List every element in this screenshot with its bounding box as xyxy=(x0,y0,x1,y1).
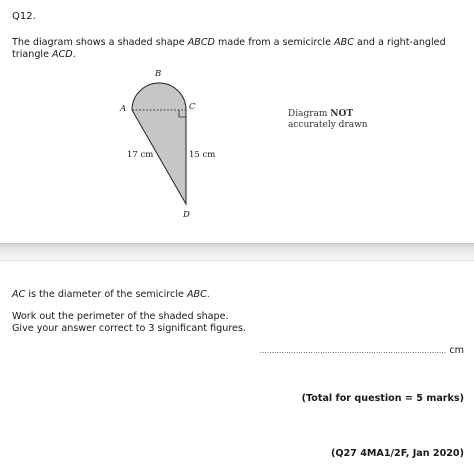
note-not: NOT xyxy=(330,109,354,119)
diameter-text: is the diameter of the semicircle xyxy=(25,289,187,300)
intro-shape-name: ABCD xyxy=(187,37,215,48)
instruction-line-2: Give your answer correct to 3 significant figures. xyxy=(12,323,247,334)
label-point-d: D xyxy=(183,210,190,220)
diagram-figure xyxy=(100,64,230,234)
total-marks: (Total for question = 5 marks) xyxy=(301,393,464,404)
diameter-abc-name: ABC xyxy=(186,289,207,300)
diameter-statement xyxy=(12,289,210,301)
answer-dots[interactable]: ............................................................................. xyxy=(259,347,447,355)
instructions xyxy=(12,311,246,335)
label-point-b: B xyxy=(155,69,162,79)
shaded-shape xyxy=(132,83,186,204)
shape-diagram xyxy=(100,64,230,234)
label-length-cd: 15 cm xyxy=(189,150,216,160)
instruction-line-1: Work out the perimeter of the shaded shape. xyxy=(12,311,229,322)
label-point-c: C xyxy=(189,102,196,112)
answer-unit: cm xyxy=(449,345,464,356)
question-number: Q12. xyxy=(12,11,36,22)
intro-text: and a right-angled triangle xyxy=(12,37,446,60)
intro-text: . xyxy=(72,49,76,60)
intro-text: The diagram shows a shaded shape xyxy=(12,37,188,48)
not-to-scale-note xyxy=(288,109,368,131)
section-divider xyxy=(0,243,474,261)
label-point-a: A xyxy=(120,104,127,114)
diameter-text: . xyxy=(206,289,210,300)
intro-text: made from a semicircle xyxy=(214,37,335,48)
note-line2: accurately drawn xyxy=(288,120,368,130)
intro-semicircle-name: ABC xyxy=(334,37,354,48)
question-reference: (Q27 4MA1/2F, Jan 2020) xyxy=(330,448,464,459)
question-intro xyxy=(12,37,462,61)
note-prefix: Diagram xyxy=(288,109,331,119)
diameter-ac-name: AC xyxy=(12,289,26,300)
answer-line[interactable] xyxy=(260,345,464,356)
intro-triangle-name: ACD xyxy=(52,49,73,60)
label-length-ad: 17 cm xyxy=(127,150,154,160)
